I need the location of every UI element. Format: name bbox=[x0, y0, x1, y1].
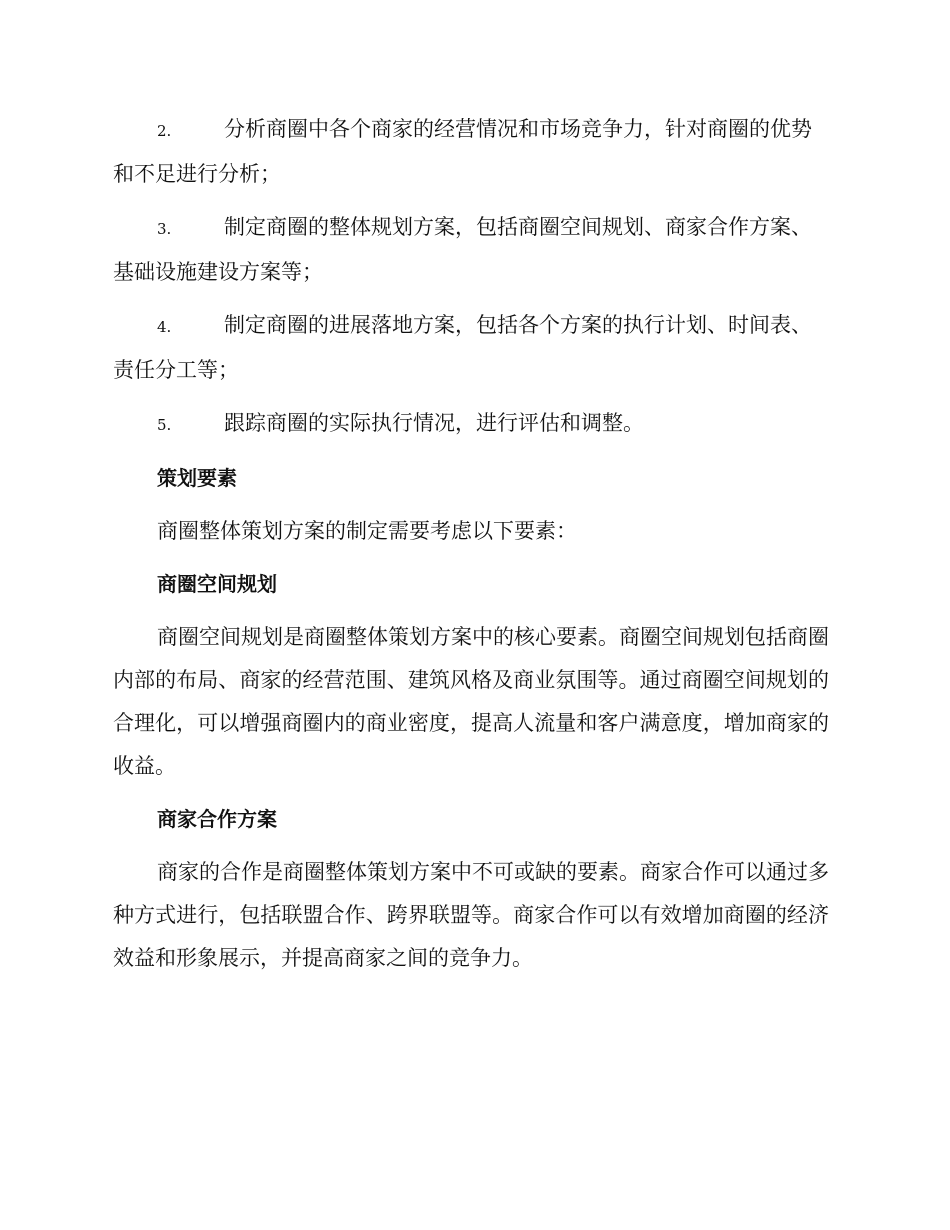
list-item-5 bbox=[113, 402, 829, 447]
list-text: 制定商圈的进展落地方案，包括各个方案的执行计划、时间表、责任分工等； bbox=[113, 313, 812, 382]
section-heading-merchant-cooperation: 商家合作方案 bbox=[157, 807, 277, 831]
list-number: 5. bbox=[157, 416, 172, 434]
elements-intro-paragraph: 商圈整体策划方案的制定需要考虑以下要素： bbox=[157, 519, 577, 543]
list-text: 跟踪商圈的实际执行情况，进行评估和调整。 bbox=[224, 411, 644, 435]
list-item-3 bbox=[113, 206, 829, 294]
space-planning-paragraph: 商圈空间规划是商圈整体策划方案中的核心要素。商圈空间规划包括商圈内部的布局、商家的经营范围、建筑风格及商业氛围等。通过商圈空间规划的合理化，可以增强商圈内的商业密度，提高人流量和客户满意度，增加商家的收益。 bbox=[113, 625, 829, 778]
document-page bbox=[113, 108, 829, 990]
list-item-2 bbox=[113, 108, 829, 196]
list-text: 分析商圈中各个商家的经营情况和市场竞争力，针对商圈的优势和不足进行分析； bbox=[113, 117, 812, 186]
list-item-4 bbox=[113, 304, 829, 392]
list-text: 制定商圈的整体规划方案，包括商圈空间规划、商家合作方案、基础设施建设方案等； bbox=[113, 215, 812, 284]
list-number: 3. bbox=[157, 220, 172, 238]
list-number: 4. bbox=[157, 318, 172, 336]
section-heading-elements: 策划要素 bbox=[157, 466, 237, 490]
list-number: 2. bbox=[157, 122, 172, 140]
section-heading-space-planning: 商圈空间规划 bbox=[157, 572, 277, 596]
merchant-cooperation-paragraph: 商家的合作是商圈整体策划方案中不可或缺的要素。商家合作可以通过多种方式进行，包括联盟合作、跨界联盟等。商家合作可以有效增加商圈的经济效益和形象展示，并提高商家之间的竞争力。 bbox=[113, 860, 829, 970]
